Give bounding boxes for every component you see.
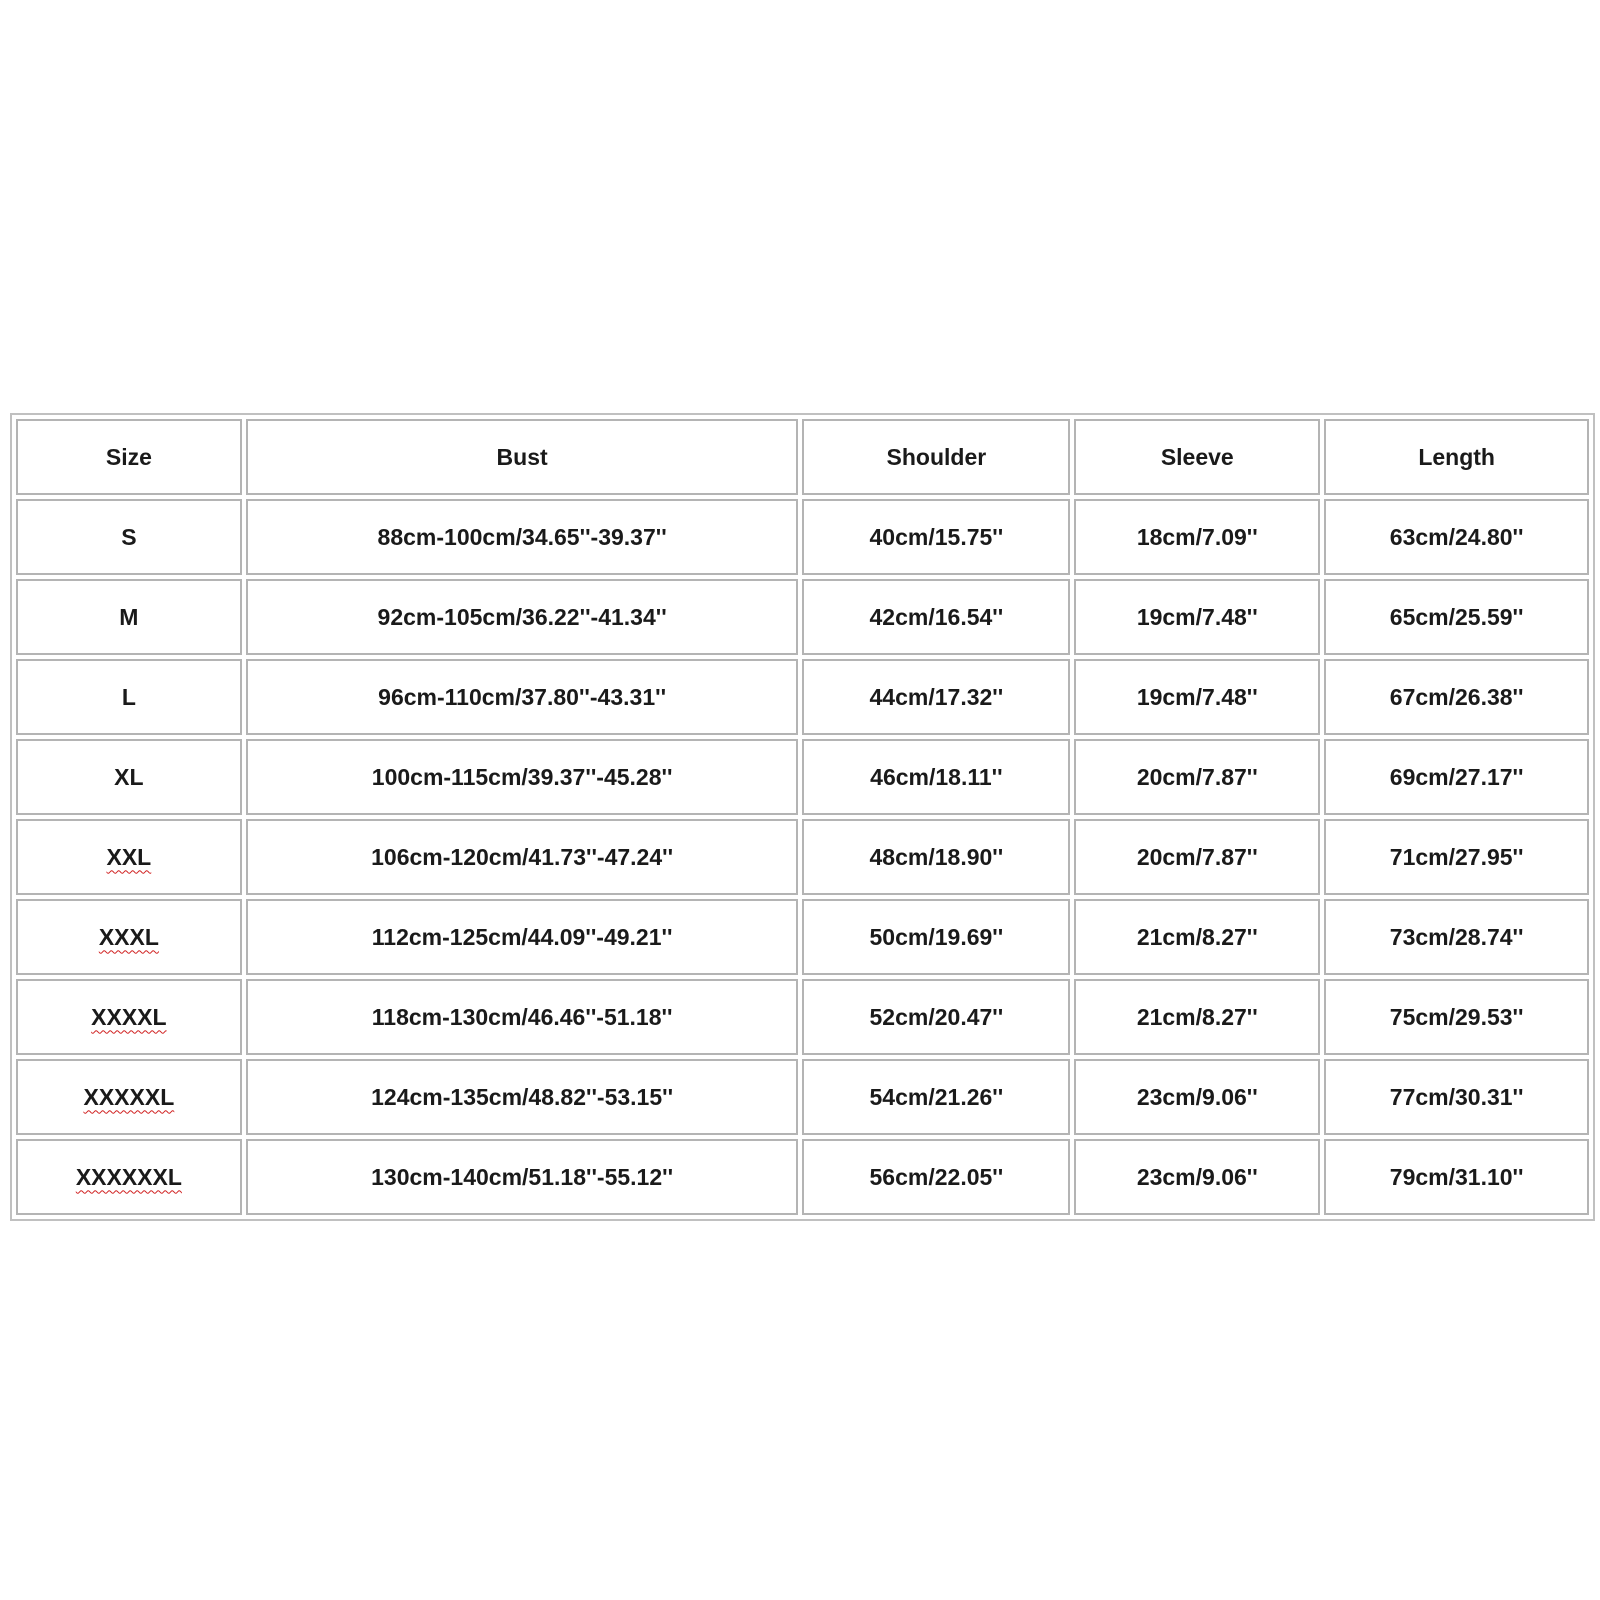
cell-shoulder: 52cm/20.47'' — [802, 979, 1070, 1055]
cell-size — [16, 819, 242, 895]
header-bust: Bust — [246, 419, 799, 495]
size-label: XXL — [106, 843, 152, 870]
cell-sleeve: 19cm/7.48'' — [1074, 659, 1320, 735]
cell-size — [16, 979, 242, 1055]
size-label: XXXXXL — [83, 1083, 175, 1110]
cell-shoulder: 48cm/18.90'' — [802, 819, 1070, 895]
cell-length: 67cm/26.38'' — [1324, 659, 1589, 735]
cell-bust: 112cm-125cm/44.09''-49.21'' — [246, 899, 799, 975]
cell-length: 75cm/29.53'' — [1324, 979, 1589, 1055]
cell-bust: 106cm-120cm/41.73''-47.24'' — [246, 819, 799, 895]
table-row — [16, 1139, 1589, 1215]
cell-sleeve: 23cm/9.06'' — [1074, 1139, 1320, 1215]
table-row — [16, 899, 1589, 975]
table-row — [16, 659, 1589, 735]
cell-length: 77cm/30.31'' — [1324, 1059, 1589, 1135]
table-header-row — [16, 419, 1589, 495]
header-size: Size — [16, 419, 242, 495]
cell-bust: 130cm-140cm/51.18''-55.12'' — [246, 1139, 799, 1215]
cell-length: 65cm/25.59'' — [1324, 579, 1589, 655]
cell-size — [16, 1139, 242, 1215]
cell-shoulder: 54cm/21.26'' — [802, 1059, 1070, 1135]
cell-length: 73cm/28.74'' — [1324, 899, 1589, 975]
table-row — [16, 579, 1589, 655]
cell-size — [16, 899, 242, 975]
header-shoulder: Shoulder — [802, 419, 1070, 495]
cell-shoulder: 44cm/17.32'' — [802, 659, 1070, 735]
cell-size: S — [16, 499, 242, 575]
cell-bust: 118cm-130cm/46.46''-51.18'' — [246, 979, 799, 1055]
size-chart-table — [10, 413, 1595, 1221]
cell-bust: 88cm-100cm/34.65''-39.37'' — [246, 499, 799, 575]
cell-size: M — [16, 579, 242, 655]
cell-length: 71cm/27.95'' — [1324, 819, 1589, 895]
cell-sleeve: 21cm/8.27'' — [1074, 899, 1320, 975]
cell-sleeve: 20cm/7.87'' — [1074, 739, 1320, 815]
cell-sleeve: 23cm/9.06'' — [1074, 1059, 1320, 1135]
cell-size: L — [16, 659, 242, 735]
cell-sleeve: 19cm/7.48'' — [1074, 579, 1320, 655]
cell-size: XL — [16, 739, 242, 815]
size-label: XXXL — [98, 923, 159, 950]
cell-length: 63cm/24.80'' — [1324, 499, 1589, 575]
header-sleeve: Sleeve — [1074, 419, 1320, 495]
table-row — [16, 1059, 1589, 1135]
cell-bust: 100cm-115cm/39.37''-45.28'' — [246, 739, 799, 815]
header-length: Length — [1324, 419, 1589, 495]
cell-length: 69cm/27.17'' — [1324, 739, 1589, 815]
cell-shoulder: 50cm/19.69'' — [802, 899, 1070, 975]
cell-sleeve: 21cm/8.27'' — [1074, 979, 1320, 1055]
size-label: XXXXL — [91, 1003, 167, 1030]
table-row — [16, 499, 1589, 575]
table-row — [16, 739, 1589, 815]
cell-shoulder: 46cm/18.11'' — [802, 739, 1070, 815]
size-label: XXXXXXL — [75, 1163, 182, 1190]
cell-shoulder: 42cm/16.54'' — [802, 579, 1070, 655]
cell-shoulder: 40cm/15.75'' — [802, 499, 1070, 575]
table-row — [16, 979, 1589, 1055]
cell-length: 79cm/31.10'' — [1324, 1139, 1589, 1215]
cell-bust: 92cm-105cm/36.22''-41.34'' — [246, 579, 799, 655]
table-row — [16, 819, 1589, 895]
cell-shoulder: 56cm/22.05'' — [802, 1139, 1070, 1215]
cell-sleeve: 18cm/7.09'' — [1074, 499, 1320, 575]
cell-size — [16, 1059, 242, 1135]
cell-bust: 96cm-110cm/37.80''-43.31'' — [246, 659, 799, 735]
cell-sleeve: 20cm/7.87'' — [1074, 819, 1320, 895]
cell-bust: 124cm-135cm/48.82''-53.15'' — [246, 1059, 799, 1135]
